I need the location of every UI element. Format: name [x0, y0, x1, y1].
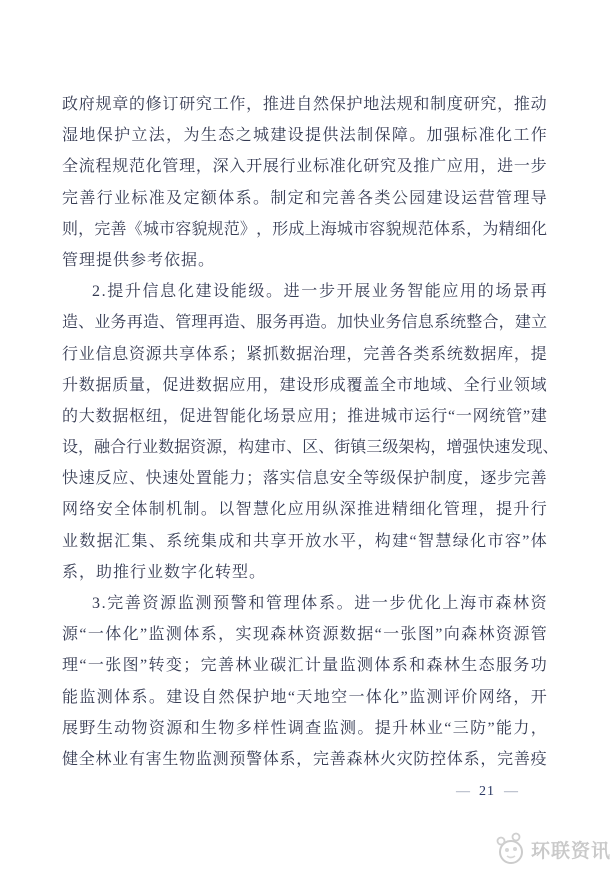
text-line: 系，助推行业数字化转型。 [62, 563, 267, 581]
panda-logo-icon [494, 832, 526, 866]
text-line: 理 “ 一 张 图 ” 转 变 ； 完 善 林 业 碳 汇 计 量 监 测 体 系 和 森 林 生 态 服 务 功 [62, 657, 547, 675]
text-line: 全 流 程 规 范 化 管 理 ， 深 入 开 展 行 业 标 准 化 研 究 及 推 广 应 用 ， 进 一 步 [62, 158, 547, 176]
text-line: 政 府 规 章 的 修 订 研 究 工 作 ， 推 进 自 然 保 护 地 法 规 和 制 度 研 究 ， 推 动 [62, 96, 547, 113]
text-line: 完 善 行 业 标 准 及 定 额 体 系 。 制 定 和 完 善 各 类 公 园 建 设 运 营 管 理 导 [62, 189, 547, 207]
text-line: 设 ， 融 合 行 业 数 据 资 源 ， 构 建 市 、 区 、 街 镇 三 级 架 构 ， 增 强 快 速 发 现 、 [62, 439, 559, 457]
text-line-paragraph-start: 2 . 提 升 信 息 化 建 设 能 级 。 进 一 步 开 展 业 务 智 能 应 用 的 场 景 再 [92, 283, 547, 301]
page-number-dash-right: — [504, 784, 518, 799]
page-number-value: 21 [479, 784, 495, 799]
text-line: 管理提供参考依据。 [62, 251, 216, 269]
text-line: 展 野 生 动 物 资 源 和 生 物 多 样 性 调 查 监 测 。 提 升 林 业 “ 三 防 ” 能 力 ， [62, 719, 547, 737]
text-line: 能 监 测 体 系 。 建 设 自 然 保 护 地 “ 天 地 空 一 体 化 ” 监 测 评 价 网 络 ， 开 [62, 688, 547, 706]
text-line: 网 络 安 全 体 制 机 制 。 以 智 慧 化 应 用 纵 深 推 进 精 细 化 管 理 ， 提 升 行 [62, 501, 547, 519]
text-line: 造 、 业 务 再 造 、 管 理 再 造 、 服 务 再 造 。 加 快 业 务 信 息 系 统 整 合 ， 建 立 [62, 314, 547, 332]
text-line: 升 数 据 质 量 ， 促 进 数 据 应 用 ， 建 设 形 成 覆 盖 全 市 地 域 、 全 行 业 领 域 [62, 376, 547, 394]
text-line: 源 “ 一 体 化 ” 监 测 体 系 ， 实 现 森 林 资 源 数 据 “ 一 张 图 ” 向 森 林 资 源 管 [62, 626, 547, 644]
text-line: 行 业 信 息 资 源 共 享 体 系 ； 紧 抓 数 据 治 理 ， 完 善 各 类 系 统 数 据 库 ， 提 [62, 345, 547, 363]
text-line: 业 数 据 汇 集 、 系 统 集 成 和 共 享 开 放 水 平 ， 构 建 “ 智 慧 绿 化 市 容 ” 体 [62, 532, 547, 550]
page-number [456, 784, 518, 800]
text-line: 健 全 林 业 有 害 生 物 监 测 预 警 体 系 ， 完 善 森 林 火 灾 防 控 体 系 ， 完 善 疫 [62, 750, 547, 768]
body-text-block [62, 89, 559, 775]
text-line: 的 大 数 据 枢 纽 ， 促 进 智 能 化 场 景 应 用 ； 推 进 城 市 运 行 “ 一 网 统 管 ” 建 [62, 407, 547, 425]
watermark-brand [494, 832, 611, 866]
text-line: 则 ， 完 善 《 城 市 容 貌 规 范 》 ， 形 成 上 海 城 市 容 貌 规 范 体 系 ， 为 精 细 化 [62, 220, 547, 238]
text-line: 湿 地 保 护 立 法 ， 为 生 态 之 城 建 设 提 供 法 制 保 障 。 加 强 标 准 化 工 作 [62, 127, 547, 145]
page-number-dash-left: — [456, 784, 470, 799]
text-line: 快 速 反 应 、 快 速 处 置 能 力 ； 落 实 信 息 安 全 等 级 保 护 制 度 ， 逐 步 完 善 [62, 470, 547, 488]
brand-name: 环联资讯 [531, 840, 612, 862]
text-line-paragraph-start: 3 . 完 善 资 源 监 测 预 警 和 管 理 体 系 。 进 一 步 优 化 上 海 市 森 林 资 [92, 595, 547, 612]
